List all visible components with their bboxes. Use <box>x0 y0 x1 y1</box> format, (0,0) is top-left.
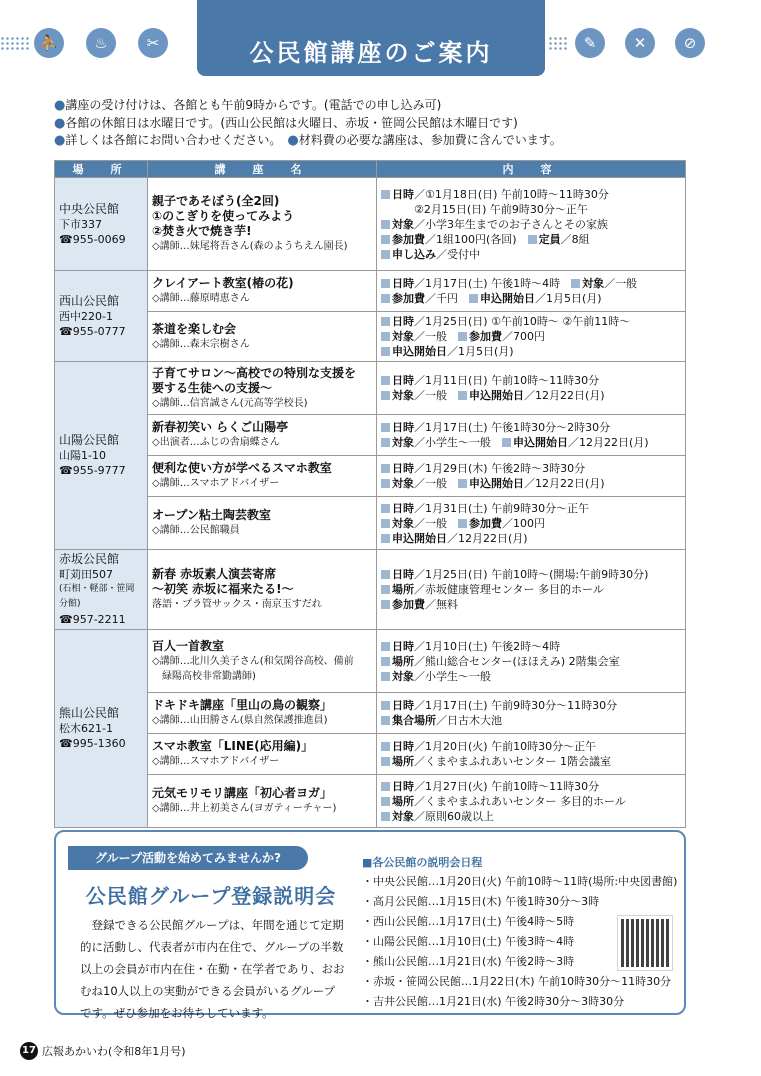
details-cell <box>377 415 686 456</box>
detail-label: 参加費 <box>392 598 425 611</box>
detail-value: ／1月11日(日) 午前10時～11時30分 <box>414 374 600 387</box>
group-title: 公民館グループ登録説明会 <box>85 884 337 908</box>
detail-label: 対象 <box>392 436 414 449</box>
course-title: 子育てサロン～高校での特別な支援を 要する生徒への支援～ <box>152 365 357 395</box>
detail-value: ／12月22日(月) <box>524 477 605 490</box>
venue-cell <box>55 362 148 550</box>
detail-value: ／1月25日(日) ①午前10時～ ②午前11時～ <box>414 315 631 328</box>
bullet-square-icon <box>381 438 390 447</box>
detail-line <box>381 567 681 582</box>
course-cell <box>148 693 377 734</box>
footer <box>20 1042 186 1060</box>
venue-nm: 山陽公民館 <box>59 433 120 447</box>
detail-value: ／1月5日(月) <box>447 345 514 358</box>
notice-text: 講座の受け付けは、各館とも午前9時からです。(電話での申し込み可) <box>65 98 442 112</box>
detail-label: 申込開始日 <box>469 389 524 402</box>
group-registration-box <box>54 830 686 1020</box>
bullet-square-icon <box>381 519 390 528</box>
notice-text: 各館の休館日は水曜日です。(西山公民館は火曜日、赤坂・笹岡公民館は木曜日です) <box>65 115 518 130</box>
details-cell <box>377 178 686 271</box>
details-cell <box>377 630 686 693</box>
pencil-icon: ✎ <box>575 28 605 58</box>
details-cell <box>377 693 686 734</box>
course-instructor: ◇講師…山田勝さん(県自然保護推進員) <box>152 715 328 726</box>
table-row <box>55 630 686 693</box>
bullet-square-icon <box>458 519 467 528</box>
detail-value: ／1月29日(木) 午後2時～3時30分 <box>414 462 586 475</box>
scissors-icon: ✂ <box>138 28 168 58</box>
detail-line <box>381 314 681 329</box>
bullet-square-icon <box>571 279 580 288</box>
detail-line <box>381 373 681 388</box>
detail-label: 対象 <box>582 277 605 290</box>
notice-text: 材料費の必要な講座は、参加費に含んでいます。 <box>298 133 562 147</box>
bullet-square-icon <box>381 347 390 356</box>
course-instructor: ◇講師…藤原晴恵さん <box>152 293 250 304</box>
detail-label: 申込開始日 <box>392 531 447 545</box>
venue-tel: ☎955-9777 <box>59 464 126 477</box>
detail-label: 場所 <box>392 755 414 768</box>
bullet-square-icon <box>381 782 390 791</box>
venue-sub: (石相・軽部・笹岡分館) <box>59 584 135 609</box>
detail-label: 場所 <box>392 794 414 808</box>
venue-cell <box>55 271 148 362</box>
venue-cell <box>55 550 148 630</box>
course-title: スマホ教室「LINE(応用編)」 <box>152 739 314 753</box>
detail-line <box>381 187 681 202</box>
page-title: 公民館講座のご案内 <box>249 39 493 67</box>
detail-value: ／小学3年生までのお子さんとその家族 <box>414 217 608 231</box>
venue-cell <box>55 630 148 828</box>
detail-line <box>381 779 681 794</box>
detail-label: 日時 <box>392 779 414 793</box>
detail-value: ／12月22日(月) <box>447 531 528 545</box>
bullet-square-icon <box>381 479 390 488</box>
table-row <box>55 550 686 630</box>
detail-value: ②2月15日(日) 午前9時30分～正午 <box>392 202 588 216</box>
detail-label: 対象 <box>392 330 414 343</box>
course-cell <box>148 415 377 456</box>
detail-line <box>381 669 681 684</box>
detail-label: 対象 <box>392 477 414 490</box>
course-instructor: ◇講師…井上初美さん(ヨガティーチャー) <box>152 803 337 814</box>
bullet-square-icon <box>381 464 390 473</box>
bullet-square-icon <box>469 294 478 303</box>
detail-line <box>381 276 681 291</box>
detail-value: ／小学生～一般 <box>414 436 502 449</box>
session-item: ・西山公民館…1月17日(土) 午後4時～5時 <box>362 915 575 928</box>
detail-line <box>381 476 681 491</box>
detail-value: ／熊山総合センター(ほほえみ) 2階集会室 <box>414 654 620 668</box>
course-cell <box>148 497 377 550</box>
bullet-square-icon <box>381 570 390 579</box>
bullet-square-icon <box>381 423 390 432</box>
bullet-square-icon <box>381 600 390 609</box>
detail-line <box>381 654 681 669</box>
detail-line <box>381 639 681 654</box>
course-title: 便利な使い方が学べるスマホ教室 <box>152 461 332 475</box>
detail-label: 参加費 <box>392 292 425 305</box>
detail-value: ／日古木大池 <box>436 714 502 727</box>
bullet-square-icon <box>381 657 390 666</box>
bullet-square-icon <box>381 701 390 710</box>
dot-pattern-right <box>548 36 568 50</box>
detail-value: ／8組 <box>560 232 590 246</box>
bullet-square-icon <box>381 585 390 594</box>
detail-label: 申込開始日 <box>469 477 524 490</box>
page-header <box>197 0 545 76</box>
course-cell <box>148 550 377 630</box>
detail-label: 申込開始日 <box>513 436 568 449</box>
bullet-square-icon <box>381 376 390 385</box>
venue-nm: 熊山公民館 <box>59 706 120 720</box>
detail-value: ／1月25日(日) 午前10時～(開場:午前9時30分) <box>414 568 649 581</box>
details-cell <box>377 362 686 415</box>
venue-nm: 赤坂公民館 <box>59 552 120 566</box>
bullet-square-icon <box>381 190 390 199</box>
bullet-square-icon <box>381 220 390 229</box>
detail-label: 日時 <box>392 462 414 475</box>
detail-line <box>381 232 681 247</box>
course-instructor: ◇講師…スマホアドバイザー <box>152 756 280 767</box>
group-body: 登録できる公民館グループは、年間を通じて定期的に活動し、代表者が市内在住で、グループの半数以上の会員が市内在住・在勤・在学者であり、おおむね10人以上の実動ができる会員がいるグループです。ぜひ参加をお待ちしています。 <box>80 918 345 1020</box>
detail-value: ／一般 <box>414 330 458 343</box>
detail-label: 対象 <box>392 669 414 683</box>
course-title: クレイアート教室(椿の花) <box>152 276 294 290</box>
course-instructor: ◇講師…北川久美子さん(和気閑谷高校、備前 緑陽高校非常勤講師) <box>152 655 354 682</box>
detail-value: ／1組100円(各回) <box>425 232 528 246</box>
venue-cell <box>55 178 148 271</box>
detail-value: ／原則60歳以上 <box>414 809 494 823</box>
bullet-square-icon <box>502 438 511 447</box>
venue-ad: 町苅田507 <box>59 568 113 581</box>
course-cell <box>148 630 377 693</box>
group-tagline: グループ活動を始めてみませんか? <box>68 846 308 870</box>
course-instructor: ◇出演者…ふじの舎扇蝶さん <box>152 437 280 448</box>
detail-line <box>381 247 681 262</box>
table-row <box>55 415 686 456</box>
detail-value: ／一般 <box>414 516 458 530</box>
detail-value: ／一般 <box>414 477 458 490</box>
detail-value: ／1月5日(月) <box>535 292 602 305</box>
course-title: 百人一首教室 <box>152 638 225 653</box>
bullet-square-icon <box>381 672 390 681</box>
details-cell <box>377 497 686 550</box>
detail-label: 場所 <box>392 654 414 668</box>
venue-nm: 中央公民館 <box>59 201 120 216</box>
course-table <box>54 160 686 828</box>
bullet-square-icon <box>381 332 390 341</box>
table-row <box>55 312 686 362</box>
details-cell <box>377 550 686 630</box>
detail-label: 集合場所 <box>392 714 436 727</box>
detail-value: ／受付中 <box>436 247 480 261</box>
bullet-square-icon <box>381 797 390 806</box>
course-cell <box>148 362 377 415</box>
exercise-icon: ⛹ <box>34 28 64 58</box>
detail-line <box>381 713 681 728</box>
detail-line <box>381 794 681 809</box>
detail-label: 参加費 <box>469 516 502 530</box>
bullet-square-icon <box>458 391 467 400</box>
detail-value: ／くまやまふれあいセンター 多目的ホール <box>414 794 626 808</box>
venue-tel: ☎955-0777 <box>59 324 126 338</box>
session-item: ・山陽公民館…1月10日(土) 午後3時～4時 <box>362 935 575 948</box>
detail-label: 定員 <box>538 232 561 246</box>
detail-label: 日時 <box>392 421 414 434</box>
detail-label: 日時 <box>392 501 414 515</box>
detail-label: 場所 <box>392 583 414 596</box>
detail-line <box>381 754 681 769</box>
notice-text: 詳しくは各館にお問い合わせください。 <box>65 133 276 147</box>
notice-list: ●講座の受け付けは、各館とも午前9時からです。(電話での申し込み可) ●各館の休館日は水曜日です。(西山公民館は火曜日、赤坂・笹岡公民館は木曜日です) ●詳しくは各館にお問い合わせください。 ●材料費の必要な講座は、参加費に含んでいます。 <box>54 98 562 148</box>
bullet-square-icon <box>381 504 390 513</box>
bullet-square-icon <box>528 235 537 244</box>
details-cell <box>377 456 686 497</box>
detail-line <box>381 501 681 516</box>
detail-label: 日時 <box>392 699 414 712</box>
course-instructor: ◇講師…スマホアドバイザー <box>152 478 280 489</box>
detail-line <box>381 597 681 612</box>
detail-value: ／①1月18日(日) 午前10時～11時30分 <box>414 187 609 201</box>
table-row <box>55 456 686 497</box>
session-item: ・吉井公民館…1月21日(水) 午後2時30分～3時30分 <box>362 995 625 1008</box>
bullet-square-icon <box>381 534 390 543</box>
detail-label: 申し込み <box>392 247 436 261</box>
detail-label: 対象 <box>392 809 414 823</box>
detail-label: 日時 <box>392 740 414 753</box>
detail-value: ／千円 <box>425 292 469 305</box>
detail-label: 日時 <box>392 315 414 328</box>
bullet-square-icon <box>458 332 467 341</box>
course-title: 元気モリモリ講座「初心者ヨガ」 <box>152 786 333 800</box>
detail-value: ／1月20日(火) 午前10時30分～正午 <box>414 740 597 753</box>
table-row <box>55 271 686 312</box>
detail-label: 申込開始日 <box>392 345 447 358</box>
detail-label: 対象 <box>392 217 414 231</box>
course-title: 新春初笑い らくご山陽亭 <box>152 420 289 434</box>
session-item: ・高月公民館…1月15日(木) 午後1時30分～3時 <box>362 895 600 908</box>
session-item: ・熊山公民館…1月21日(水) 午後2時～3時 <box>362 955 575 968</box>
table-row <box>55 362 686 415</box>
detail-label: 日時 <box>392 277 414 290</box>
detail-label: 参加費 <box>469 330 502 343</box>
bullet-square-icon <box>381 812 390 821</box>
course-instructor: 落語・プラ管サックス・南京玉すだれ <box>152 599 322 610</box>
detail-value: ／1月27日(火) 午前10時～11時30分 <box>414 779 600 793</box>
table-row <box>55 178 686 271</box>
venue-ad: 松木621-1 <box>59 722 113 735</box>
detail-value: ／1月17日(土) 午前9時30分～11時30分 <box>414 699 618 712</box>
details-cell <box>377 312 686 362</box>
detail-value: ／1月17日(土) 午後1時～4時 <box>414 277 572 290</box>
detail-value: ／700円 <box>502 330 545 343</box>
detail-value: ／12月22日(月) <box>568 436 649 449</box>
detail-line <box>381 435 681 450</box>
detail-value: ／くまやまふれあいセンター 1階会議室 <box>414 755 612 768</box>
detail-value: ／1月31日(土) 午前9時30分～正午 <box>414 501 590 515</box>
page-number: 17 <box>20 1042 38 1060</box>
detail-value: ／12月22日(月) <box>524 389 605 402</box>
detail-label: 対象 <box>392 389 414 402</box>
course-cell <box>148 734 377 775</box>
details-cell <box>377 271 686 312</box>
qr-code[interactable] <box>618 916 672 970</box>
footer-text: 広報あかいわ(令和8年1月号) <box>42 1045 186 1058</box>
course-title: 新春 赤坂素人演芸寄席 ～初笑 赤坂に福来たる!～ <box>152 567 294 596</box>
session-item: ・赤坂・笹岡公民館…1月22日(木) 午前10時30分～11時30分 <box>362 975 672 988</box>
detail-line <box>381 531 681 546</box>
detail-line <box>381 202 681 217</box>
course-cell <box>148 178 377 271</box>
detail-value: ／一般 <box>604 277 638 290</box>
detail-line <box>381 698 681 713</box>
course-cell <box>148 271 377 312</box>
detail-value: ／赤坂健康管理センター 多目的ホール <box>414 583 604 596</box>
table-row <box>55 693 686 734</box>
detail-value: ／一般 <box>414 389 458 402</box>
course-cell <box>148 456 377 497</box>
course-instructor: ◇講師…公民館職員 <box>152 525 240 536</box>
table-row <box>55 734 686 775</box>
bullet-square-icon <box>381 250 390 259</box>
detail-value: ／1月17日(土) 午後1時30分～2時30分 <box>414 421 611 434</box>
detail-line <box>381 388 681 403</box>
detail-label: 対象 <box>392 516 414 530</box>
bullet-square-icon <box>381 757 390 766</box>
course-cell <box>148 312 377 362</box>
col-header-details: 内 容 <box>377 161 686 178</box>
session-item: ・中央公民館…1月20日(火) 午前10時～11時(場所:中央図書館) <box>362 875 678 888</box>
detail-line <box>381 461 681 476</box>
detail-line <box>381 739 681 754</box>
details-cell <box>377 734 686 775</box>
detail-value: ／100円 <box>502 516 545 530</box>
course-instructor: ◇講師…妹尾将吾さん(森のようちえん園長) <box>152 241 348 252</box>
bullet-square-icon <box>381 642 390 651</box>
detail-line <box>381 329 681 344</box>
utensils-icon: ✕ <box>625 28 655 58</box>
bullet-square-icon <box>381 235 390 244</box>
bullet-square-icon <box>381 317 390 326</box>
bullet-square-icon <box>381 294 390 303</box>
detail-line <box>381 344 681 359</box>
tag-icon: ⊘ <box>675 28 705 58</box>
venue-tel: ☎957-2211 <box>59 613 126 626</box>
detail-line <box>381 582 681 597</box>
bullet-square-icon <box>458 479 467 488</box>
detail-label: 日時 <box>392 639 414 653</box>
venue-tel: ☎955-0069 <box>59 232 126 246</box>
detail-value: ／1月10日(土) 午後2時～4時 <box>414 639 561 653</box>
sessions-heading: ■各公民館の説明会日程 <box>362 856 483 869</box>
course-cell <box>148 775 377 828</box>
detail-line <box>381 217 681 232</box>
details-cell <box>377 775 686 828</box>
detail-label: 申込開始日 <box>480 292 535 305</box>
bullet-square-icon <box>381 391 390 400</box>
course-instructor: ◇講師…森末宗樹さん <box>152 338 250 350</box>
detail-line <box>381 420 681 435</box>
detail-label: 日時 <box>392 187 414 201</box>
cupcake-icon: ♨ <box>86 28 116 58</box>
bullet-square-icon <box>381 279 390 288</box>
venue-ad: 山陽1-10 <box>59 449 106 462</box>
detail-value: ／小学生～一般 <box>414 669 491 683</box>
course-title: オープン粘土陶芸教室 <box>152 508 271 522</box>
table-row <box>55 775 686 828</box>
bullet-square-icon <box>381 742 390 751</box>
detail-line <box>381 809 681 824</box>
detail-label: 日時 <box>392 374 414 387</box>
venue-tel: ☎995-1360 <box>59 737 126 750</box>
bullet-square-icon <box>381 716 390 725</box>
course-title: 親子であそぼう(全2回) ①のこぎりを使ってみよう ②焚き火で焼き芋! <box>152 194 295 238</box>
detail-value: ／無料 <box>425 598 458 611</box>
detail-label: 参加費 <box>392 232 425 246</box>
detail-line <box>381 516 681 531</box>
venue-ad: 下市337 <box>59 217 102 231</box>
detail-label: 日時 <box>392 568 414 581</box>
detail-line <box>381 291 681 306</box>
col-header-location: 場 所 <box>55 161 148 178</box>
venue-nm: 西山公民館 <box>59 293 120 308</box>
table-row <box>55 497 686 550</box>
course-title: 茶道を楽しむ会 <box>152 321 237 336</box>
dot-pattern-left <box>0 36 30 50</box>
course-title: ドキドキ講座「里山の鳥の観察」 <box>152 698 333 712</box>
venue-ad: 西中220-1 <box>59 309 113 323</box>
course-instructor: ◇講師…信宮誠さん(元高等学校長) <box>152 397 308 409</box>
col-header-course: 講 座 名 <box>148 161 377 178</box>
